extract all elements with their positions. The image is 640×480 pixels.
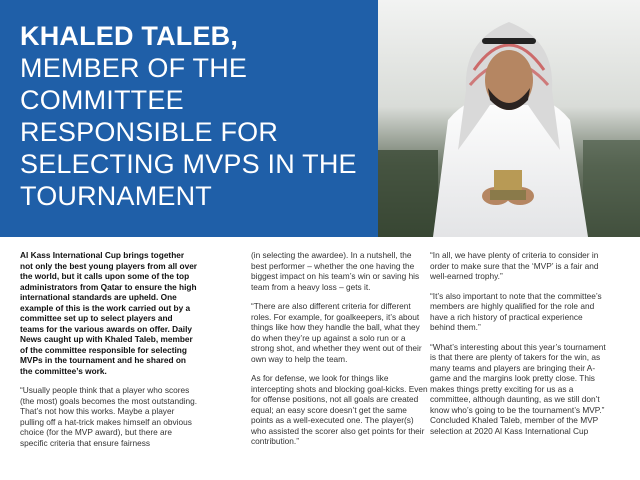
article-headline <box>20 20 360 212</box>
headline-rest: MEMBER OF THE COMMITTEE RESPONSIBLE FOR SELECTING MVPS IN THE TOURNAMENT <box>20 53 357 211</box>
lead-paragraph: Al Kass International Cup brings together not only the best young players from all over the world, but it calls upon some of the top administrators from Qatar to ensure the high international standards are upheld. One example of this is the work carried out by a committee set up to select players and teams for the various awards on offer. Daily News caught up with Khaled Taleb, member of the committee responsible for selecting MVPs in the tournament and he shared on the committee’s work. <box>20 250 198 376</box>
body-paragraph: “Usually people think that a player who scores (the most) goals becomes the most outstanding. That’s not how this works. Maybe a player pulling off a hat-trick makes himself an obvious choice (for the MVP award), but there are specific criteria that ensure fairness <box>20 385 198 448</box>
portrait-photo <box>378 0 640 237</box>
body-paragraph: “There are also different criteria for different roles. For example, for goalkeepers, it’s about things like how they handle the ball, what they do when they’re up against a solo run or a strong shot, and whether they went out of their own way to help the team. <box>251 301 422 364</box>
column-1 <box>20 250 198 457</box>
body-paragraph: “What’s interesting about this year’s tournament is that there are plenty of takers for the win, as many teams and players are bringing their A-game and the margins look pretty close. This makes things pretty exciting for us as a committee, although daunting, as we still don’t know who’s going to be the tournament’s MVP.” Concluded Khaled Taleb, member of the MVP selection at 2020 Al Kass International Cup <box>430 341 606 436</box>
header-banner <box>0 0 640 237</box>
headline-name: KHALED TALEB, <box>20 21 239 51</box>
body-paragraph: “In all, we have plenty of criteria to consider in order to make sure that the ‘MVP’ is a fair and well-earned trophy.” <box>430 250 599 281</box>
body-paragraph: (in selecting the awardee). In a nutshell, the best performer – whether the one having the biggest impact on his team’s win or saving his team from a heavy loss – gets it. <box>251 250 420 292</box>
body-paragraph: As for defense, we look for things like intercepting shots and blocking goal-kicks. Even for offense positions, not all goals are created equal; an easy score doesn’t get the same points as a well-executed one. The player(s) who assisted the scorer also get points for their contribution.” <box>251 373 428 446</box>
column-2 <box>251 250 429 456</box>
article-body <box>20 250 620 476</box>
portrait-illustration <box>378 0 640 237</box>
body-paragraph: “It’s also important to note that the committee’s members are highly qualified for the role and have a rich history of practical experience behind them.” <box>430 290 602 332</box>
column-3 <box>430 250 608 445</box>
